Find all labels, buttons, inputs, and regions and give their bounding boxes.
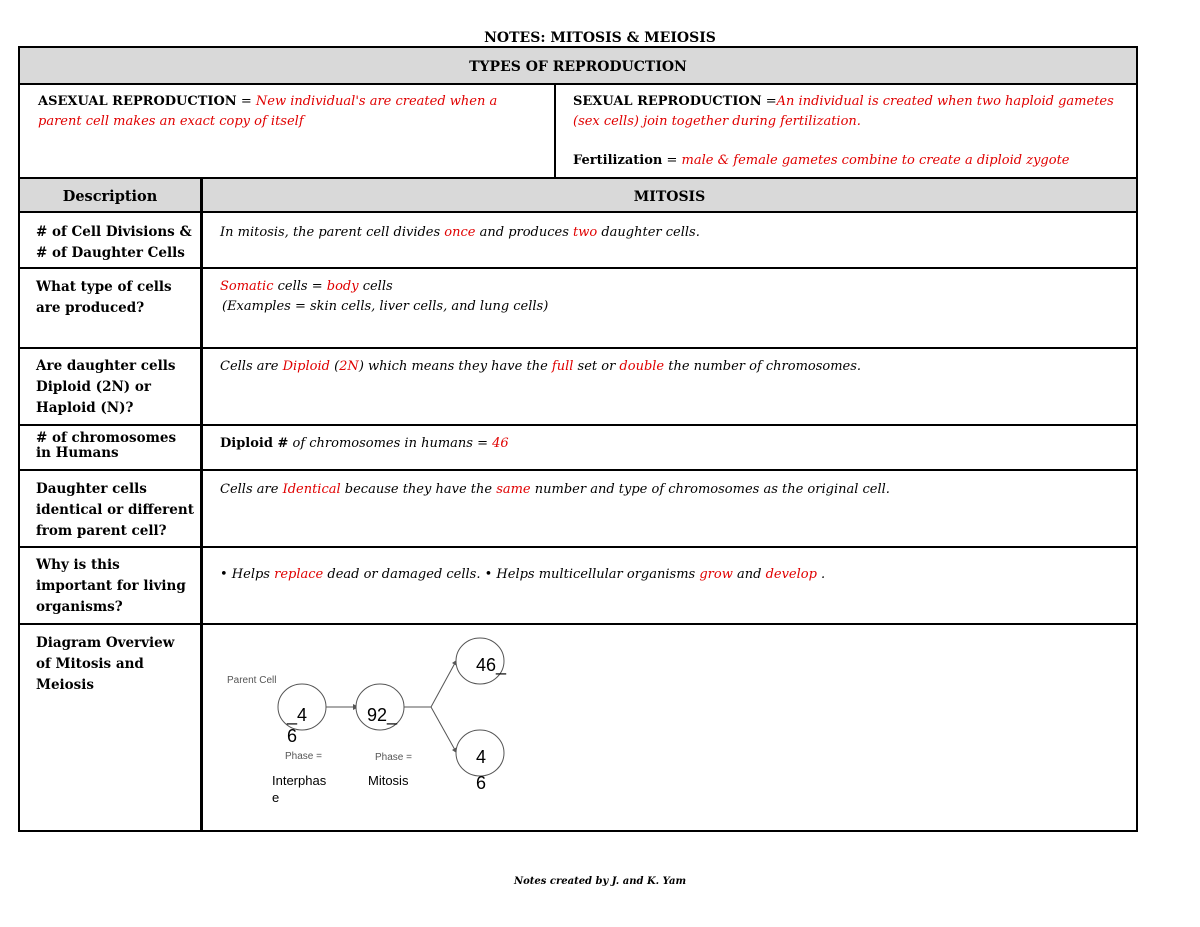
middle-cell-number: 92_ [367,705,398,725]
row-divisions-desc: # of Cell Divisions & # of Daughter Cells [36,224,192,261]
row-celltype-desc: What type of cells are produced? [36,279,172,316]
page-title: NOTES: MITOSIS & MEIOSIS [484,30,716,46]
row-divisions-content: In mitosis, the parent cell divides once and produces two daughter cells. [220,225,700,240]
parent-cell-label: Parent Cell [227,675,277,686]
daughter-cell-bottom-number-bottom: 6 [476,773,487,793]
daughter-cell-top-number: 46_ [476,655,507,675]
row-ploidy-desc: Are daughter cells Diploid (2N) or Haploid (N)? [36,358,176,416]
sexual-label: SEXUAL REPRODUCTION [573,94,762,109]
sexual-definition: An individual is created when two haploid gametes (sex cells) join together during fertilization. [573,94,1114,129]
diagram-svg [203,625,1136,830]
description-header: Description [20,179,200,212]
sexual-cell: SEXUAL REPRODUCTION =An individual is created when two haploid gametes (sex cells) join together during fertilization. Fertilization = male & female gametes combine to create a diploid zygote [555,85,1138,178]
phase2-label: Phase = [375,752,412,763]
row-celltype-content: Somatic cells = body cells (Examples = skin cells, liver cells, and lung cells) [220,279,549,314]
phase2-value: Mitosis [368,773,409,788]
mitosis-header: MITOSIS [203,179,1136,212]
branch-line-down [431,707,455,750]
row-diagram-desc: Diagram Overview of Mitosis and Meiosis [36,635,175,693]
asexual-cell: ASEXUAL REPRODUCTION = New individual's are created when a parent cell makes an exact copy of itself [18,85,555,178]
row-importance-content: • Helps replace dead or damaged cells. • Helps multicellular organisms grow and develop . [220,567,826,582]
asexual-definition: New individual's are created when a parent cell makes an exact copy of itself [38,94,498,129]
footer-credit: Notes created by J. and K. Yam [513,876,687,887]
parent-cell-number-bottom: 6 [287,726,298,746]
row-identical-desc: Daughter cells identical or different from parent cell? [36,481,194,539]
asexual-label: ASEXUAL REPRODUCTION [38,94,237,109]
row-chromosomes-desc: # of chromosomes in Humans [36,430,177,461]
row-identical-content: Cells are Identical because they have the same number and type of chromosomes as the original cell. [220,482,890,497]
fertilization-label: Fertilization [573,153,663,168]
daughter-cell-bottom-number-top: 4 [476,747,487,767]
row-chromosomes-content: Diploid # of chromosomes in humans = 46 [220,436,509,451]
types-header: TYPES OF REPRODUCTION [18,46,1138,85]
branch-line-up [431,663,455,707]
row-ploidy-content: Cells are Diploid (2N) which means they have the full set or double the number of chromosomes. [220,359,862,374]
parent-cell-number-top: _4 [287,705,308,725]
row-importance-desc: Why is this important for living organisms? [36,557,186,615]
phase1-value-wrap: e [272,790,280,805]
phase1-label: Phase = [285,751,322,762]
fertilization-definition: male & female gametes combine to create a diploid zygote [681,153,1070,168]
phase1-value: Interphas [272,773,327,788]
mitosis-diagram [203,625,1136,830]
